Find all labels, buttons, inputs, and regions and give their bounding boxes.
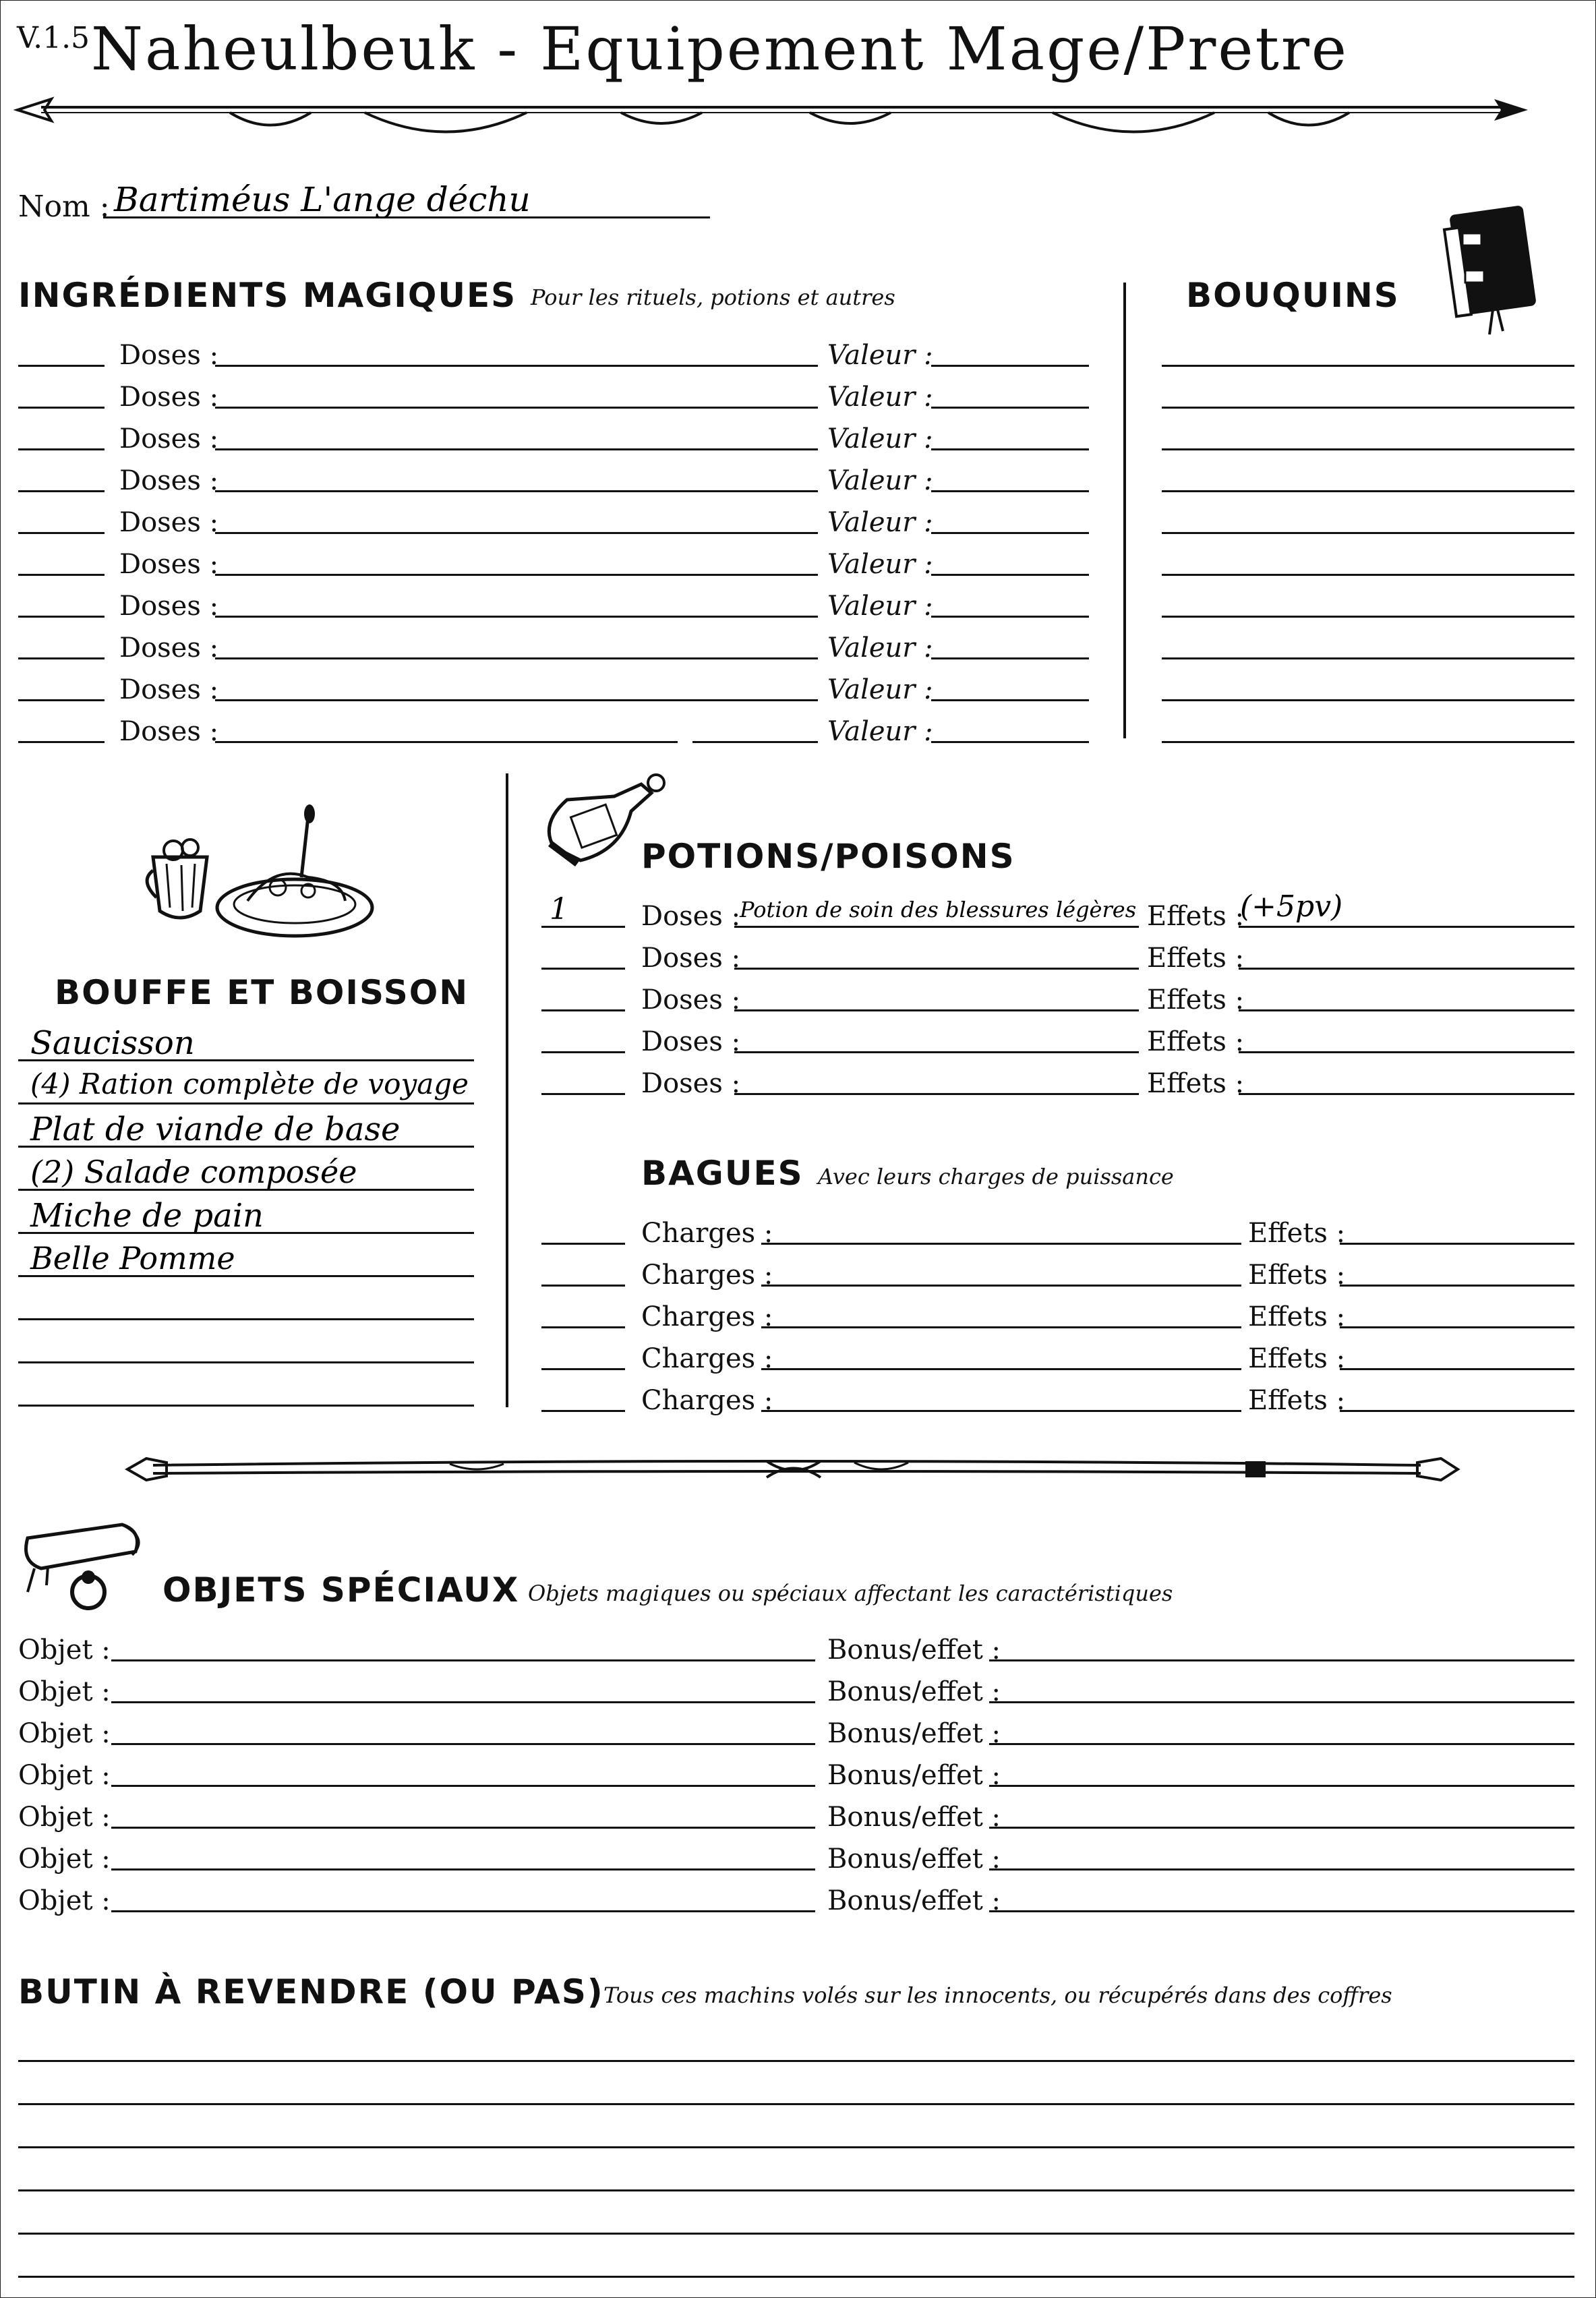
bouffe-item[interactable]: Belle Pomme [30, 1240, 235, 1276]
ingredient-value-field[interactable] [931, 616, 1089, 618]
ingredient-value-field[interactable] [931, 365, 1089, 367]
ingredients-heading: INGRÉDIENTS MAGIQUES [18, 276, 517, 315]
ingredient-value-field[interactable] [931, 490, 1089, 492]
objet-field[interactable] [111, 1743, 815, 1745]
doses-label: Doses : [119, 423, 219, 454]
ingredient-qty-field[interactable] [18, 448, 105, 450]
objet-field[interactable] [111, 1910, 815, 1912]
objet-label: Objet : [18, 1760, 111, 1791]
bonus-field[interactable] [989, 1785, 1574, 1787]
potion-name-value[interactable]: Potion de soin des blessures légères [740, 897, 1137, 922]
objet-label: Objet : [18, 1718, 111, 1749]
effets-label: Effets : [1248, 1301, 1346, 1332]
bouffe-field[interactable] [18, 1318, 474, 1320]
bouquin-field[interactable] [1162, 490, 1574, 492]
charges-label: Charges : [641, 1218, 773, 1249]
charges-label: Charges : [641, 1343, 773, 1374]
charges-label: Charges : [641, 1385, 773, 1416]
doses-label: Doses : [119, 382, 219, 413]
bague-qty-field[interactable] [541, 1326, 625, 1328]
section-divider [506, 773, 508, 1407]
butin-field[interactable] [18, 2233, 1574, 2235]
page-title: Naheulbeuk - Equipement Mage/Pretre [91, 14, 1349, 84]
doses-label: Doses : [641, 943, 741, 974]
ingredient-value-field[interactable] [931, 741, 1089, 743]
bouffe-item[interactable]: Miche de pain [30, 1197, 264, 1235]
doses-label: Doses : [119, 591, 219, 622]
ingredient-name-field[interactable] [215, 616, 818, 618]
objet-label: Objet : [18, 1802, 111, 1833]
bouquin-field[interactable] [1162, 407, 1574, 409]
ingredient-name-field[interactable] [692, 741, 818, 743]
valeur-label: Valeur : [827, 549, 933, 580]
bague-qty-field[interactable] [541, 1243, 625, 1245]
effets-label: Effets : [1248, 1218, 1346, 1249]
bagues-heading: BAGUES [641, 1154, 804, 1193]
bonus-field[interactable] [989, 1910, 1574, 1912]
effets-label: Effets : [1147, 1068, 1245, 1099]
ingredient-qty-field[interactable] [18, 532, 105, 534]
bague-qty-field[interactable] [541, 1285, 625, 1287]
ingredient-name-field[interactable] [215, 532, 818, 534]
bouquin-field[interactable] [1162, 532, 1574, 534]
ingredient-value-field[interactable] [931, 448, 1089, 450]
potion-qty-field[interactable] [541, 1093, 625, 1095]
ingredient-value-field[interactable] [931, 699, 1089, 701]
effets-label: Effets : [1248, 1385, 1346, 1416]
butin-field[interactable] [18, 2146, 1574, 2148]
ingredient-qty-field[interactable] [18, 699, 105, 701]
effets-label: Effets : [1147, 1026, 1245, 1057]
potions-heading: POTIONS/POISONS [641, 837, 1015, 876]
potion-effect-value[interactable]: (+5pv) [1240, 889, 1343, 924]
potion-effect-field[interactable] [1239, 926, 1574, 928]
bouquin-field[interactable] [1162, 616, 1574, 618]
valeur-label: Valeur : [827, 716, 933, 747]
bouquin-field[interactable] [1162, 365, 1574, 367]
ingredient-name-field[interactable] [215, 490, 818, 492]
potion-effect-field[interactable] [1239, 1051, 1574, 1053]
bague-charges-field[interactable] [761, 1243, 1241, 1245]
bague-effect-field[interactable] [1340, 1368, 1574, 1370]
valeur-label: Valeur : [827, 382, 933, 413]
bouffe-item[interactable]: Plat de viande de base [30, 1111, 401, 1148]
doses-label: Doses : [119, 716, 219, 747]
bouffe-item[interactable]: Saucisson [30, 1024, 195, 1062]
doses-label: Doses : [119, 674, 219, 705]
ingredient-qty-field[interactable] [18, 365, 105, 367]
bouquin-field[interactable] [1162, 657, 1574, 659]
bouffe-field[interactable] [18, 1405, 474, 1407]
valeur-label: Valeur : [827, 674, 933, 705]
bonus-field[interactable] [989, 1743, 1574, 1745]
charges-label: Charges : [641, 1301, 773, 1332]
bonus-field[interactable] [989, 1659, 1574, 1661]
doses-label: Doses : [119, 465, 219, 496]
potion-qty-field[interactable] [541, 1051, 625, 1053]
ingredient-qty-field[interactable] [18, 741, 105, 743]
objet-label: Objet : [18, 1634, 111, 1666]
bouquin-field[interactable] [1162, 741, 1574, 743]
objet-field[interactable] [111, 1868, 815, 1870]
valeur-label: Valeur : [827, 591, 933, 622]
ingredient-name-field[interactable] [215, 657, 818, 659]
potion-effect-field[interactable] [1239, 1093, 1574, 1095]
effets-label: Effets : [1147, 943, 1245, 974]
butin-field[interactable] [18, 2060, 1574, 2062]
bagues-subtitle: Avec leurs charges de puissance [818, 1164, 1174, 1189]
objet-label: Objet : [18, 1885, 111, 1916]
doses-label: Doses : [641, 1068, 741, 1099]
bague-charges-field[interactable] [761, 1410, 1241, 1412]
potion-qty-value[interactable]: 1 [550, 892, 568, 926]
bague-effect-field[interactable] [1340, 1326, 1574, 1328]
spear-divider-icon [14, 87, 1531, 148]
doses-label: Doses : [119, 507, 219, 538]
doses-label: Doses : [641, 901, 741, 932]
valeur-label: Valeur : [827, 465, 933, 496]
potion-effect-field[interactable] [1239, 1009, 1574, 1011]
ingredient-qty-field[interactable] [18, 574, 105, 576]
bonus-label: Bonus/effet : [827, 1760, 1001, 1791]
bague-qty-field[interactable] [541, 1410, 625, 1412]
bouquin-field[interactable] [1162, 699, 1574, 701]
objet-field[interactable] [111, 1785, 815, 1787]
valeur-label: Valeur : [827, 507, 933, 538]
staff-divider-icon [126, 1449, 1461, 1490]
bague-charges-field[interactable] [761, 1285, 1241, 1287]
ingredient-name-field[interactable] [215, 699, 818, 701]
ingredient-qty-field[interactable] [18, 490, 105, 492]
objets-subtitle: Objets magiques ou spéciaux affectant les caractéristiques [528, 1581, 1173, 1606]
valeur-label: Valeur : [827, 423, 933, 454]
ingredient-name-field[interactable] [215, 365, 818, 367]
ingredient-name-field[interactable] [215, 448, 818, 450]
butin-subtitle: Tous ces machins volés sur les innocents, ou récupérés dans des coffres [603, 1982, 1392, 2008]
objets-heading: OBJETS SPÉCIAUX [162, 1570, 520, 1610]
bouffe-field[interactable] [18, 1102, 474, 1104]
scroll-ring-icon [14, 1511, 156, 1619]
doses-label: Doses : [119, 632, 219, 664]
spellbook-icon [1436, 196, 1543, 338]
ingredient-name-field[interactable] [215, 741, 678, 743]
bouquin-field[interactable] [1162, 574, 1574, 576]
bague-effect-field[interactable] [1340, 1243, 1574, 1245]
ingredient-qty-field[interactable] [18, 407, 105, 409]
bouffe-field[interactable] [18, 1361, 474, 1363]
bonus-label: Bonus/effet : [827, 1718, 1001, 1749]
name-label: Nom : [18, 189, 110, 224]
potion-name-field[interactable] [734, 1093, 1139, 1095]
doses-label: Doses : [119, 340, 219, 371]
bague-qty-field[interactable] [541, 1368, 625, 1370]
potion-name-field[interactable] [734, 968, 1139, 970]
objet-label: Objet : [18, 1676, 111, 1707]
objet-field[interactable] [111, 1827, 815, 1829]
bouquin-field[interactable] [1162, 448, 1574, 450]
ingredient-value-field[interactable] [931, 407, 1089, 409]
butin-field[interactable] [18, 2189, 1574, 2191]
charges-label: Charges : [641, 1260, 773, 1291]
bonus-field[interactable] [989, 1868, 1574, 1870]
bonus-label: Bonus/effet : [827, 1802, 1001, 1833]
bonus-field[interactable] [989, 1701, 1574, 1703]
bague-effect-field[interactable] [1340, 1285, 1574, 1287]
potion-name-field[interactable] [734, 1051, 1139, 1053]
ingredient-qty-field[interactable] [18, 657, 105, 659]
bague-charges-field[interactable] [761, 1368, 1241, 1370]
objet-field[interactable] [111, 1701, 815, 1703]
bouffe-item[interactable]: (2) Salade composée [30, 1154, 357, 1190]
bouffe-heading: BOUFFE ET BOISSON [55, 973, 469, 1012]
potion-name-field[interactable] [734, 1009, 1139, 1011]
doses-label: Doses : [641, 984, 741, 1015]
bonus-label: Bonus/effet : [827, 1676, 1001, 1707]
food-platter-icon [140, 803, 376, 945]
butin-field[interactable] [18, 2103, 1574, 2105]
objet-field[interactable] [111, 1659, 815, 1661]
bouffe-item[interactable]: (4) Ration complète de voyage [30, 1067, 469, 1100]
bague-charges-field[interactable] [761, 1326, 1241, 1328]
ingredients-subtitle: Pour les rituels, potions et autres [531, 285, 895, 310]
effets-label: Effets : [1248, 1260, 1346, 1291]
effets-label: Effets : [1147, 901, 1245, 932]
bonus-field[interactable] [989, 1827, 1574, 1829]
effets-label: Effets : [1248, 1343, 1346, 1374]
bouquins-heading: BOUQUINS [1186, 276, 1400, 315]
doses-label: Doses : [641, 1026, 741, 1057]
potion-effect-field[interactable] [1239, 968, 1574, 970]
ingredient-value-field[interactable] [931, 574, 1089, 576]
butin-field[interactable] [18, 2276, 1574, 2278]
section-divider [1123, 283, 1126, 738]
objet-label: Objet : [18, 1844, 111, 1875]
bague-effect-field[interactable] [1340, 1410, 1574, 1412]
potion-qty-field[interactable] [541, 1009, 625, 1011]
ingredient-name-field[interactable] [215, 407, 818, 409]
valeur-label: Valeur : [827, 632, 933, 664]
doses-label: Doses : [119, 549, 219, 580]
valeur-label: Valeur : [827, 340, 933, 371]
ingredient-value-field[interactable] [931, 532, 1089, 534]
bonus-label: Bonus/effet : [827, 1844, 1001, 1875]
bonus-label: Bonus/effet : [827, 1634, 1001, 1666]
ingredient-qty-field[interactable] [18, 616, 105, 618]
potion-name-field[interactable] [734, 926, 1139, 928]
effets-label: Effets : [1147, 984, 1245, 1015]
ingredient-name-field[interactable] [215, 574, 818, 576]
ingredient-value-field[interactable] [931, 657, 1089, 659]
name-value[interactable]: Bartiméus L'ange déchu [114, 180, 531, 219]
butin-heading: BUTIN À REVENDRE (OU PAS) [18, 1972, 604, 2011]
potion-qty-field[interactable] [541, 968, 625, 970]
bonus-label: Bonus/effet : [827, 1885, 1001, 1916]
version-label: V.1.5 [17, 21, 90, 55]
